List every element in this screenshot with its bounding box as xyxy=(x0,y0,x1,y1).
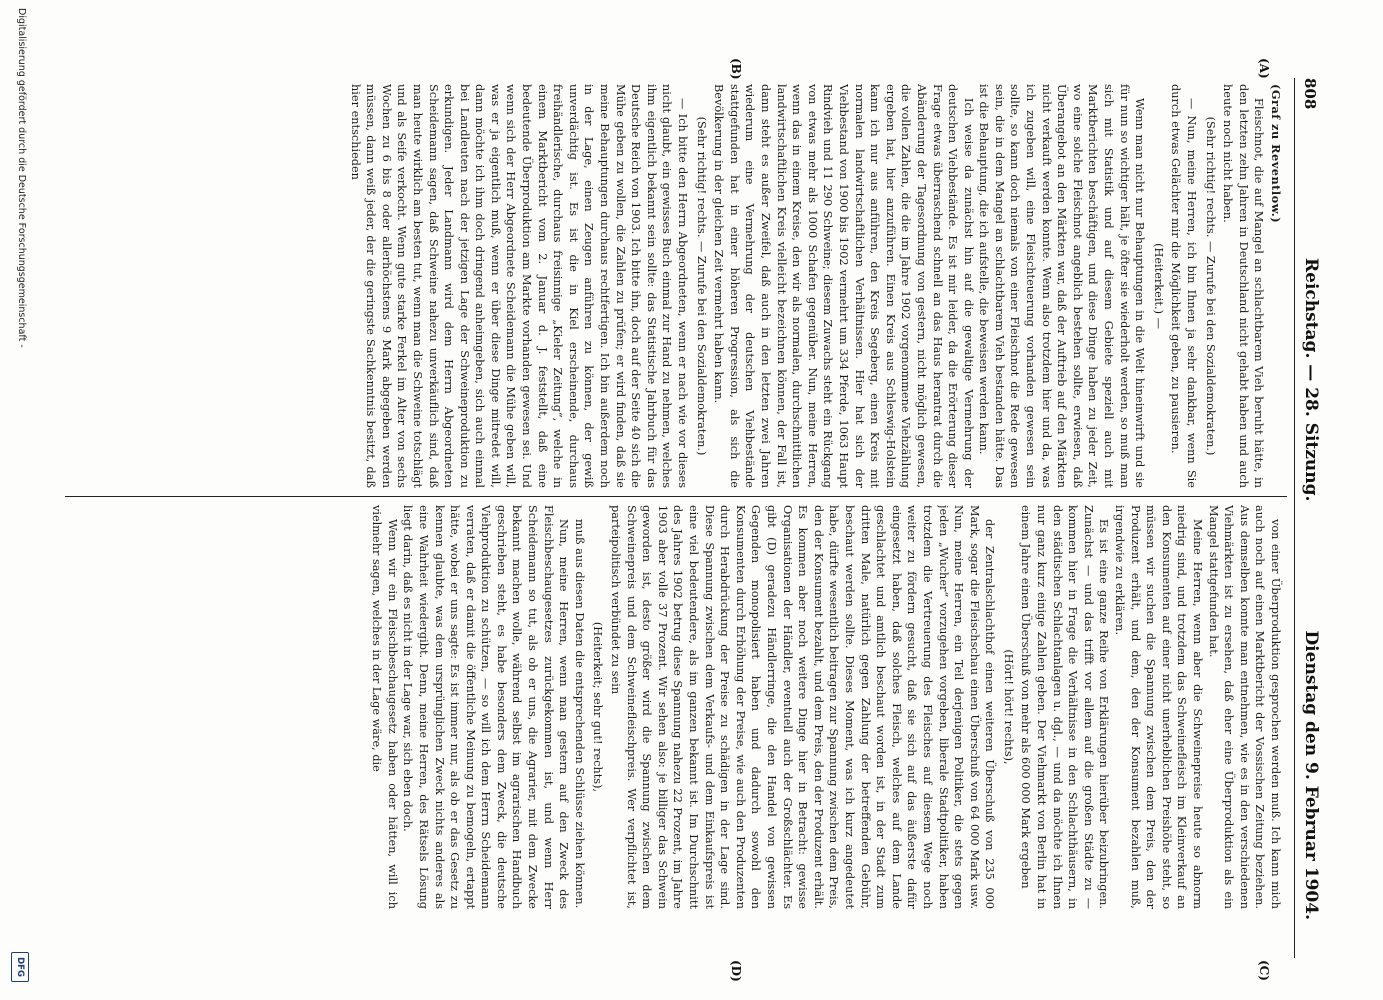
paragraph: Wenn man nicht nur Behauptungen in die Welt hineinwirft und sie für nun so wichtiger hält, je öfter sie wiederholt werden, so muß man sich mit Statistik und auf diesem Gebiete speziell auch mit Marktberichten beschäftigen, und diese Dinge haben zu jeder Zeit, wo eine solche Fleischnot angeblich bestehen sollte, erwiesen, daß Überangebot an den Märkten war, daß der Auftrieb auf den Märkten nicht verkauft werden konnte. Wenn also trotzdem hier und da, was ich zugeben will, eine Fleischteuerung vorhanden gewesen sein sollte, so kann doch niemals von einer Fleischnot die Rede gewesen sein, die in dem Mangel an schlachtbarem Vieh bestanden hätte. Das ist die Behauptung, die ich aufstelle, die beweisen werden kann. xyxy=(977,84,1147,488)
paragraph: Meine Herren, wenn aber die Schweinepreise heute so abnorm niedrig sind, und trotzdem das Schweinefleisch im Kleinverkauf an den Konsumenten auf einer nicht unerheblichen Preishöhe steht, so müssen wir suchen die Spannung zwischen dem Preis, den der Produzent erhält, und dem, den der Konsument bezahlen muß, irgendwie zu erklären. xyxy=(1113,505,1205,909)
paragraph: Wenn wir ein Fleischbeschaugesetz haben oder hätten, will ich vielmehr sagen, welches in der Lage wäre, die xyxy=(370,505,399,909)
page-number: 808 xyxy=(1301,78,1319,110)
interjection: (Hört! hört! rechts), xyxy=(1001,649,1015,765)
paragraph: — Ich bitte den Herrn Abgeordneten, wenn er nach wie vor dieses nicht glaubt, ein gewisses Buch einmal zur Hand zu nehmen, welches ihm eigentlich bekannt sein sollte: das Statistische Jahrbuch für das Deutsche Reich von 1903. Ich bitte ihn, doch auf der Seite 40 sich die Mühe geben zu wollen, die Zahlen zu prüfen; er wird finden, daß sie meine Behauptungen durchaus rechtfertigen. Ich bin außerdem noch in der Lage, einen Zeugen anführen zu können, der gewiß unverdächtig ist. Es ist die in Kiel erscheinende, durchaus freihändlerische, durchaus freisinnige „Kieler Zeitung“, welche in einem Marktbericht vom 2. Januar d. J. feststellt, daß eine bedeutende Überproduktion am Markte vorhanden gewesen sei. Und wenn sich der Herr Abgeordnete Scheidemann die Mühe geben will, was er ja eigentlich muß, wenn er über diese Dinge mitredet will, dann möchte ich ihm doch dringend anheimgeben, sich auch einmal bei Landleuten nach der jetzigen Lage der Schweineproduktion zu erkundigen. Jeder Landmann wird dem Herrn Abgeordneten Scheidemann sagen, daß Schweine nahezu unverkäuflich sind, daß man heute wirklich am besten tut, wenn man die Schweine totschlägt und als Seife verkocht. Wenn gute starke Ferkel im Alter von sechs Wochen zu 6 bis 8 oder allerhöchstens 9 Mark abgegeben werden müssen, dann weiß jeder, der die geringste Sachkenntnis besitzt, daß hier entschieden xyxy=(348,84,690,488)
digitization-credit xyxy=(7,0,31,1000)
interjection: (Sehr richtig! rechts. — Zurufe bei den Sozialdemokraten.) xyxy=(1203,116,1217,456)
interjection: (Heiterkeit; sehr gut! rechts), xyxy=(591,621,605,793)
paragraph: Ich weise da zunächst hin auf die gewaltige Vermehrung der deutschen Viehbestände. Es ist mir leider, da die Erörterung dieser Frage etwas überraschend schnell an das Haus herantrat durch die Abänderung der Tagesordnung von gestern, nicht möglich gewesen, die vollen Zahlen, die die im Jahre 1902 vorgenommene Viehzählung ergeben hat, hier anzuführen. Einen Kreis aus Schleswig-Holstein kann ich nur aus anführen, den Kreis Segeberg, einen Kreis mit normalen landwirtschaftlichen Verhältnissen. Hier hat sich der Viehbestand von 1900 bis 1902 vermehrt um 334 Pferde, 1063 Haupt Rindvieh und 11 290 Schweine; diesem Zuwachs steht ein Rückgang von etwas mehr als 1000 Schafen gegenüber. Nun, meine Herren, wenn das in einem Kreise, den wir als normalen, durchschnittlichen landwirtschaftlichen Kreis vielleicht bezeichnen können, der Fall ist, dann steht es außer Zweifel, daß auch in den letzten zwei Jahren wiederum eine Vermehrung der deutschen Viehbestände stattgefunden hat in einer höheren Progression, als sich die Bevölkerung in der gleichen Zeit vermehrt haben kann. xyxy=(712,84,975,488)
paragraph: muß aus diesen Daten die entsprechenden Schlüsse ziehen können. xyxy=(572,519,586,909)
paragraph: Nun, meine Herren, wenn man gestern auf den Zweck des Fleischbeschaugesetzes zurückgekommen ist, und wenn Herr Scheidemann so tut, als ob er uns, die Agrarier, mit dem Zwecke bekannt machen wolle, während selbst im agrarischen Handbuch geschrieben steht, es habe besonders dem Zweck, die deutsche Viehproduktion zu schützen, — so will ich dem Herrn Scheidemann verraten, daß er damit die öffentliche Meinung zu bemogeln, ertappt hätte, wobei er uns sagte: Es ist immer nur, als ob er das Gesetz zu kennen glaubte, was dem ursprünglichen Zweck nichts anderes als eine Wahrheit wiedergibt. Denn, meine Herren, des Rätsels Lösung liegt darin, daß es nicht in der Lage war, sich eben doch. xyxy=(401,505,571,909)
column-divider xyxy=(65,496,1287,497)
speaker-label: (Graf zu Reventlow.) xyxy=(1269,84,1283,224)
header-rule xyxy=(1294,78,1295,958)
interjection: (Heiterkeit.) — xyxy=(1151,243,1165,329)
credit-text: Digitalisierung gefördert durch die Deutsche Forschungsgemeinschaft - xyxy=(16,8,27,348)
margin-mark-c: (C) xyxy=(1257,960,1271,981)
margin-mark-d: (D) xyxy=(729,960,743,982)
left-text-column xyxy=(63,84,1283,488)
header-session-title: Reichstag. — 28. Sitzung. xyxy=(1301,258,1321,502)
paragraph: Fleischnot, die auf Mangel an schlachtbarem Vieh beruht hätte, in den letzten zehn Jahren in Deutschland nicht gehabt haben und auch heute noch nicht haben. xyxy=(1221,84,1266,488)
dfg-logo: DFG xyxy=(11,952,29,982)
page-header xyxy=(1295,78,1321,958)
paragraph: — Nun, meine Herren, ich bin Ihnen ja sehr dankbar, wenn Sie durch etwas Gelächter mir die Möglichkeit geben, zu pausieren. xyxy=(1169,84,1199,488)
margin-mark-a: (A) xyxy=(1257,58,1271,79)
header-date: Dienstag den 9. Februar 1904. xyxy=(1301,630,1321,920)
paragraph: von einer Überproduktion gesprochen werden muß. Ich kann mich auch noch auf einen Marktbericht der Vossischen Zeitung beziehen. Aus demselben konnte man entnehmen, wie es in den verschiedenen Viehmärkten ist zu ersehen, daß eher eine Überproduktion als ein Mangel stattgefunden hat. xyxy=(1206,505,1282,909)
right-text-column xyxy=(63,505,1283,909)
margin-mark-b: (B) xyxy=(729,58,743,80)
interjection: (Sehr richtig! rechts. — Zurufe bei den Sozialdemokraten.) xyxy=(694,116,708,456)
paragraph: Es ist eine ganze Reihe von Erklärungen hierüber beizubringen. Zunächst — und das trifft vor allem auf die großen Städte zu — kommen hier in Frage die Verhältnisse in den Schlachthäusern, in den städtischen Schlachtanlagen u. dgl., — und da möchte ich Ihnen nur ganz kurz einige Zahlen geben. Der Viehmarkt von Berlin hat in einem Jahre einen Überschuß von mehr als 600 000 Mark ergeben xyxy=(1019,505,1111,909)
paragraph: der Zentralschlachthof einen weiteren Überschuß von 235 000 Mark, sogar die Fleischschau einen Überschuß von 64 000 Mark usw. Nun, meine Herren, ein Teil derjenigen Politiker, die stets gegen jeden „Wucher“ vorzugehen vorgeben, liberale Stadtpolitiker, haben trotzdem die Vertreuerung des Fleisches auf diesem Wege noch weiter zu fördern gesucht, daß sie sich auf das äußerste dafür eingesetzt haben, daß solches Fleisch, welches auf dem Lande geschlachtet und amtlich beschaut worden ist, in der Stadt zum dritten Male, natürlich gegen Zahlung der betreffenden Gebühr, beschaut werden sollte. Dieses Moment, was ich kurz angedeutet habe, dürfte wesentlich beitragen zur Spannung zwischen dem Preis, den der Konsument bezahlt, und dem Preis, den der Produzent erhält. Es kommen aber noch weitere Dinge hier in Betracht: gewisse Organisationen der Händler, eventuell auch der Großschlächter. Es gibt (D) geradezu Händlerringe, die den Handel von gewissen Gegenden monopolisiert haben und dadurch sowohl den Konsumenten durch Erhöhung der Preise, wie auch den Produzenten durch Herabdrückung der Preise zu schädigen in der Lage sind. Diese Spannung zwischen dem Verkaufs- und dem Einkaufspreis ist eine viel bedeutendere, als im ganzen bekannt ist. Im Durchschnitt des Jahres 1902 betrug diese Spannung nahezu 22 Prozent, im Jahre 1903 aber volle 37 Prozent. Wir sehen also: je billiger das Schwein geworden ist, desto größer wird die Spannung zwischen dem Schweinepreis und dem Schweinefleischpreis. Wer verpflichtet ist, parteipolitisch verbündet zu sein xyxy=(609,505,997,909)
